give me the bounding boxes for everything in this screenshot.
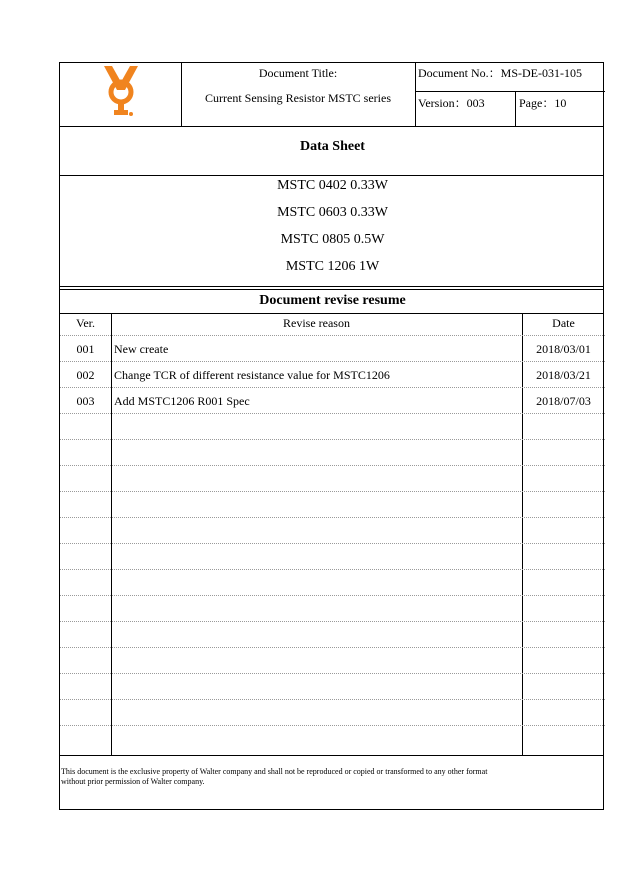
- row-reason: New create: [114, 342, 169, 356]
- row-reason: Change TCR of different resistance value for MSTC1206: [114, 368, 390, 382]
- row-ver: 002: [76, 368, 95, 382]
- col-header-reason: Revise reason: [283, 316, 350, 330]
- header-divider-2: [415, 63, 416, 126]
- row-rule: [60, 335, 605, 336]
- table-bottom-rule: [60, 755, 603, 756]
- page-number: Page：10: [519, 96, 567, 110]
- datasheet-bottom-rule: [60, 175, 603, 176]
- header-divider-3: [515, 91, 516, 126]
- doc-title-label: Document Title:: [258, 66, 338, 80]
- models-bottom-rule: [60, 286, 603, 287]
- row-rule: [60, 413, 605, 414]
- row-rule: [60, 725, 605, 726]
- row-ver: 001: [76, 342, 95, 356]
- model-line: MSTC 0402 0.33W: [277, 178, 388, 193]
- header-bottom-rule: [60, 126, 603, 127]
- data-sheet-title: Data Sheet: [300, 139, 365, 154]
- walter-logo-icon: [98, 64, 144, 120]
- doc-number: Document No.：MS-DE-031-105: [418, 66, 582, 80]
- row-rule: [60, 387, 605, 388]
- row-rule: [60, 517, 605, 518]
- row-rule: [60, 595, 605, 596]
- row-date: 2018/03/21: [536, 368, 591, 382]
- row-ver: 003: [76, 394, 95, 408]
- row-rule: [60, 361, 605, 362]
- row-rule: [60, 569, 605, 570]
- row-rule: [60, 621, 605, 622]
- row-rule: [60, 439, 605, 440]
- doc-title: Current Sensing Resistor MSTC series: [205, 91, 391, 105]
- row-rule: [60, 647, 605, 648]
- row-rule: [60, 543, 605, 544]
- model-line: MSTC 1206 1W: [285, 259, 380, 274]
- col-header-date: Date: [552, 316, 575, 330]
- col-divider-ver: [111, 313, 112, 755]
- document-frame: [59, 62, 604, 810]
- col-header-ver: Ver.: [76, 316, 95, 330]
- resume-title: Document revise resume: [259, 293, 406, 308]
- models-bottom-rule-2: [60, 289, 603, 290]
- row-reason: Add MSTC1206 R001 Spec: [114, 394, 250, 408]
- row-rule: [60, 491, 605, 492]
- row-date: 2018/07/03: [536, 394, 591, 408]
- row-rule: [60, 699, 605, 700]
- footer-line: This document is the exclusive property of Walter company and shall not be reproduced or copied or transformed to any other format: [61, 767, 488, 776]
- version: Version：003: [418, 96, 485, 110]
- model-line: MSTC 0805 0.5W: [280, 232, 385, 247]
- model-line: MSTC 0603 0.33W: [277, 205, 388, 220]
- row-rule: [60, 673, 605, 674]
- footer-line: without prior permission of Walter company.: [61, 777, 205, 786]
- header-right-split: [415, 91, 605, 92]
- row-date: 2018/03/01: [536, 342, 591, 356]
- row-rule: [60, 465, 605, 466]
